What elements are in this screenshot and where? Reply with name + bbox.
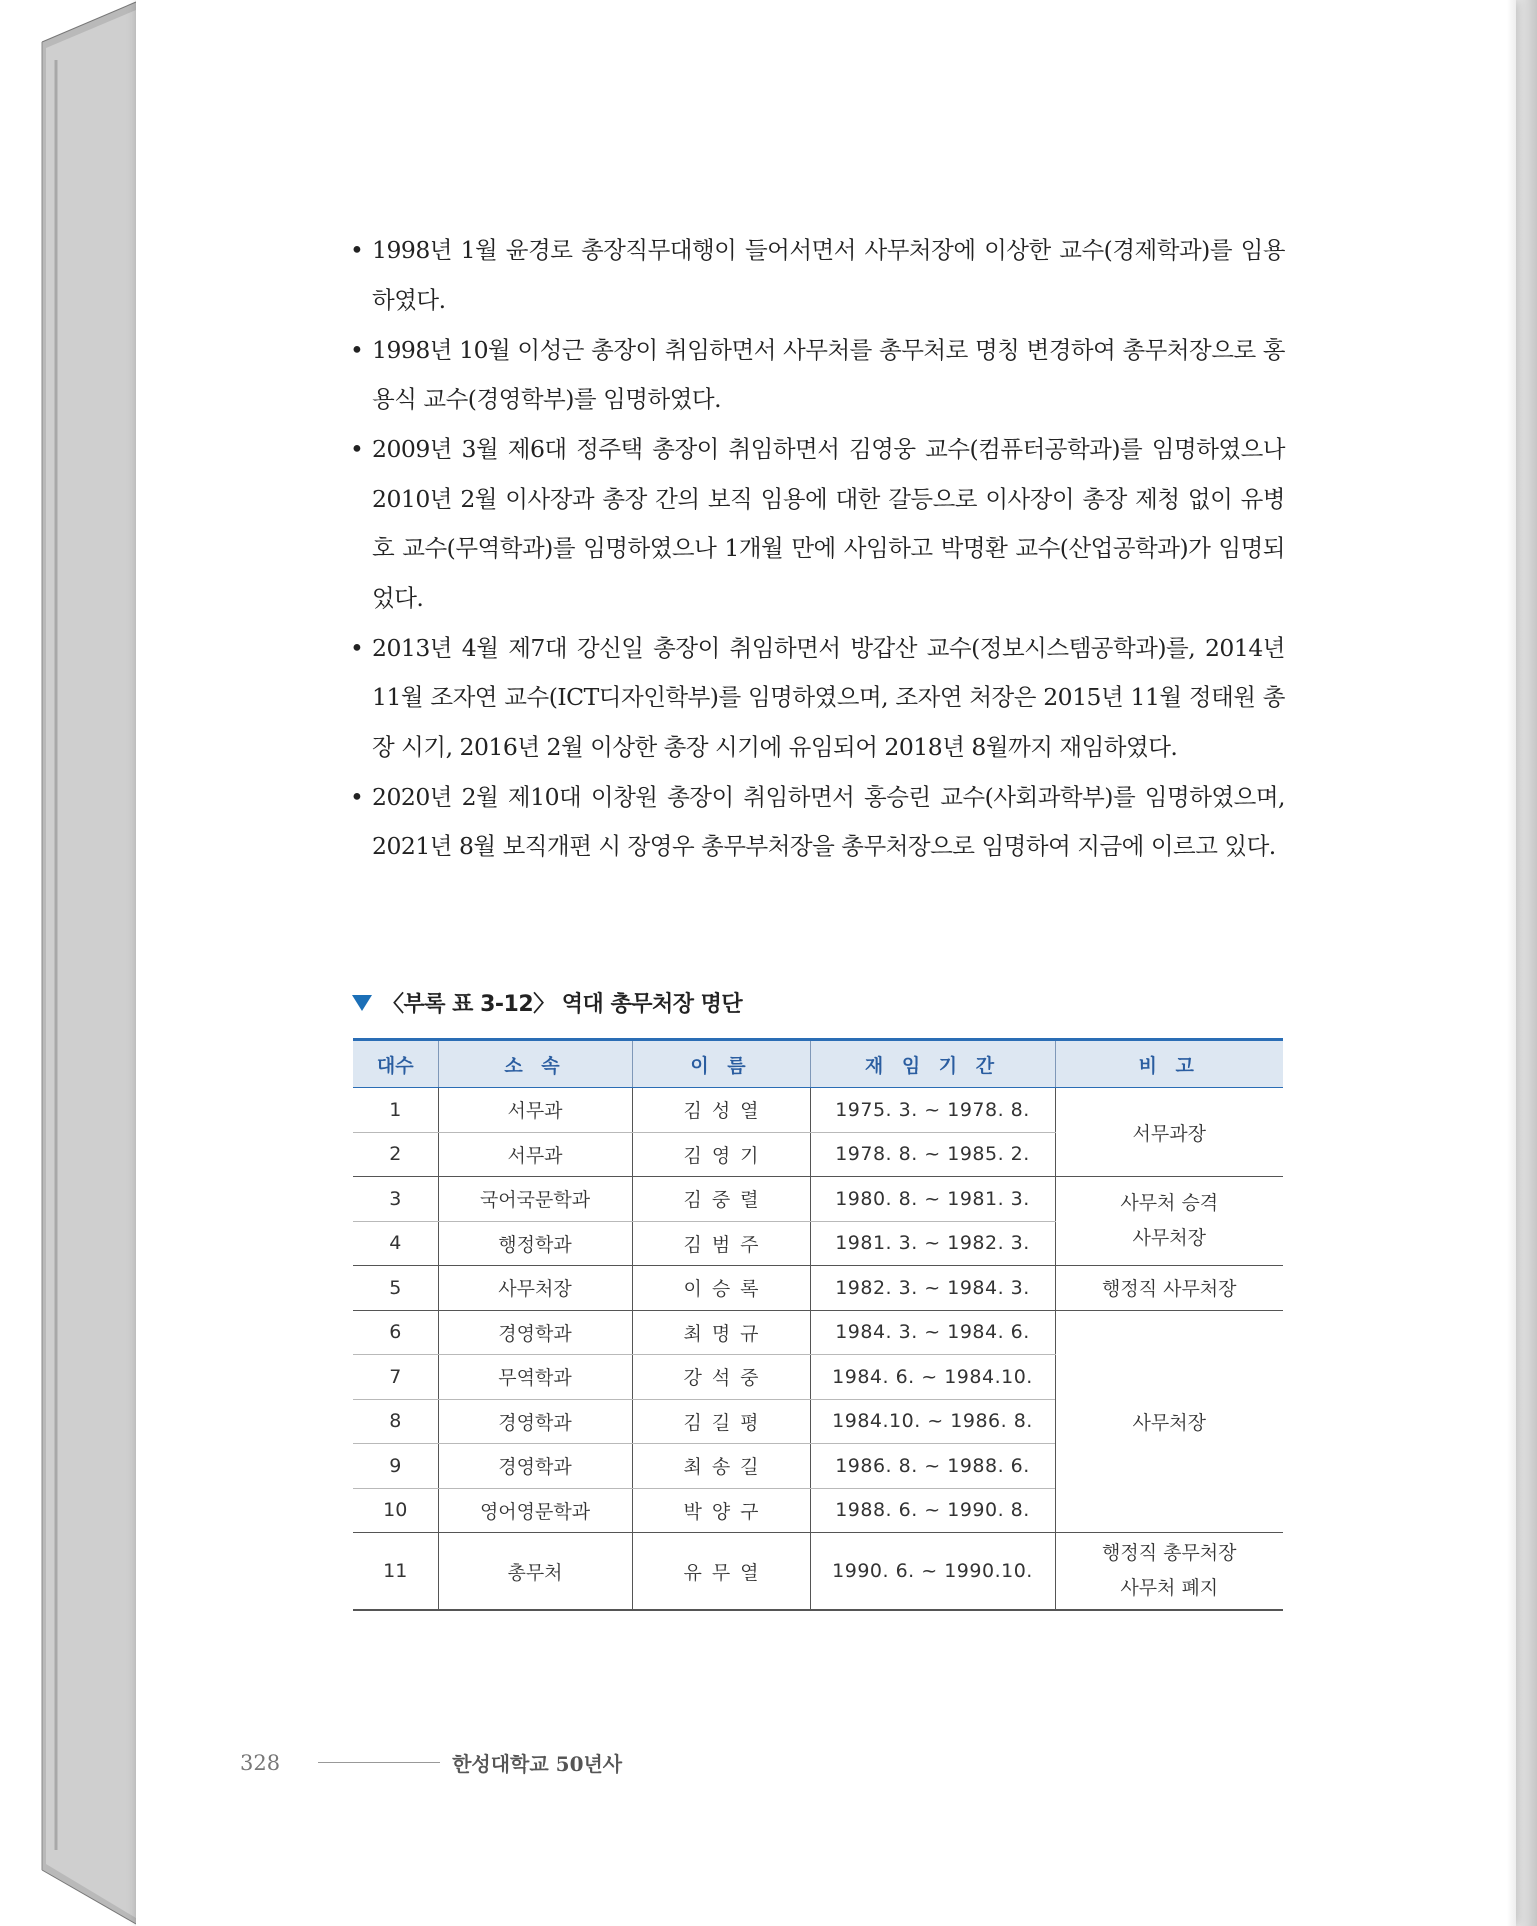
cell-dept: 총무처	[438, 1533, 632, 1611]
cell-name: 이승록	[632, 1266, 810, 1311]
header-name: 이 름	[632, 1040, 810, 1088]
cell-dept: 사무처장	[438, 1266, 632, 1311]
cell-period: 1990. 6. ~ 1990.10.	[810, 1533, 1055, 1611]
triangle-marker-icon	[352, 995, 372, 1011]
cell-note: 서무과장	[1055, 1088, 1283, 1177]
page-edge-shadow	[1507, 0, 1537, 1926]
cell-name: 최송길	[632, 1444, 810, 1489]
cell-dept: 영어영문학과	[438, 1488, 632, 1533]
cell-no: 11	[353, 1533, 438, 1611]
cell-name: 김성열	[632, 1088, 810, 1133]
cell-period: 1984.10. ~ 1986. 8.	[810, 1399, 1055, 1444]
cell-dept: 경영학과	[438, 1444, 632, 1489]
cell-dept: 경영학과	[438, 1399, 632, 1444]
table-caption-text: 〈부록 표 3-12〉 역대 총무처장 명단	[382, 992, 743, 1017]
footer-rule	[318, 1762, 440, 1763]
page-number: 328	[240, 1750, 281, 1775]
paragraph-3: • 2009년 3월 제6대 정주택 총장이 취임하면서 김영웅 교수(컴퓨터공학과)를 임명하였으나 2010년 2월 이사장과 총장 간의 보직 임용에 대한 갈등으로 이사장이 총장 제청 없이 유병호 교수(무역학과)를 임명하였으나 1개월 만에 사임하고 박명환 교수(산업공학과)가 임명되었다.	[350, 425, 1285, 623]
cell-dept: 서무과	[438, 1132, 632, 1177]
cell-period: 1984. 3. ~ 1984. 6.	[810, 1310, 1055, 1355]
cell-no: 10	[353, 1488, 438, 1533]
cell-note: 사무처장	[1055, 1310, 1283, 1533]
cell-name: 강석중	[632, 1355, 810, 1400]
header-no: 대수	[353, 1040, 438, 1088]
cell-dept: 경영학과	[438, 1310, 632, 1355]
cell-dept: 무역학과	[438, 1355, 632, 1400]
cell-note	[1055, 1177, 1283, 1266]
cell-note	[1055, 1533, 1283, 1611]
cell-no: 9	[353, 1444, 438, 1489]
header-note: 비 고	[1055, 1040, 1283, 1088]
cell-name: 김길평	[632, 1399, 810, 1444]
cell-name: 김중렬	[632, 1177, 810, 1222]
cell-no: 4	[353, 1221, 438, 1266]
table-row	[353, 1088, 1283, 1133]
cell-period: 1984. 6. ~ 1984.10.	[810, 1355, 1055, 1400]
cell-no: 6	[353, 1310, 438, 1355]
cell-period: 1986. 8. ~ 1988. 6.	[810, 1444, 1055, 1489]
header-dept: 소 속	[438, 1040, 632, 1088]
cell-period: 1988. 6. ~ 1990. 8.	[810, 1488, 1055, 1533]
page-footer	[240, 1748, 940, 1777]
header-period: 재 임 기 간	[810, 1040, 1055, 1088]
cell-name: 최명규	[632, 1310, 810, 1355]
cell-name: 박양구	[632, 1488, 810, 1533]
cell-dept: 국어국문학과	[438, 1177, 632, 1222]
roster-table	[353, 1038, 1283, 1611]
table-row	[353, 1177, 1283, 1222]
paragraph-4: • 2013년 4월 제7대 강신일 총장이 취임하면서 방갑산 교수(정보시스템공학과)를, 2014년 11월 조자연 교수(ICT디자인학부)를 임명하였으며, 조자연 처장은 2015년 11월 정태원 총장 시기, 2016년 2월 이상한 총장 시기에 유임되어 2018년 8월까지 재임하였다.	[350, 624, 1285, 773]
cell-dept: 서무과	[438, 1088, 632, 1133]
note-line: 사무처 폐지	[1120, 1577, 1219, 1599]
cell-period: 1975. 3. ~ 1978. 8.	[810, 1088, 1055, 1133]
table-row	[353, 1533, 1283, 1611]
cell-note: 행정직 사무처장	[1055, 1266, 1283, 1311]
cell-no: 3	[353, 1177, 438, 1222]
cell-period: 1982. 3. ~ 1984. 3.	[810, 1266, 1055, 1311]
bullet-list	[350, 226, 1285, 872]
table-caption	[352, 987, 742, 1018]
cell-period: 1980. 8. ~ 1981. 3.	[810, 1177, 1055, 1222]
cell-dept: 행정학과	[438, 1221, 632, 1266]
table-row	[353, 1266, 1283, 1311]
cell-period: 1981. 3. ~ 1982. 3.	[810, 1221, 1055, 1266]
paragraph-2: • 1998년 10월 이성근 총장이 취임하면서 사무처를 총무처로 명칭 변경하여 총무처장으로 홍용식 교수(경영학부)를 임명하였다.	[350, 326, 1285, 425]
cell-no: 7	[353, 1355, 438, 1400]
cell-name: 김영기	[632, 1132, 810, 1177]
paragraph-5: • 2020년 2월 제10대 이창원 총장이 취임하면서 홍승린 교수(사회과학부)를 임명하였으며, 2021년 8월 보직개편 시 장영우 총무부처장을 총무처장으로 임명하여 지금에 이르고 있다.	[350, 773, 1285, 872]
table-row	[353, 1310, 1283, 1355]
cell-name: 김범주	[632, 1221, 810, 1266]
note-line: 사무처장	[1132, 1227, 1206, 1249]
cell-no: 5	[353, 1266, 438, 1311]
book-title: 한성대학교 50년사	[452, 1752, 623, 1776]
cell-period: 1978. 8. ~ 1985. 2.	[810, 1132, 1055, 1177]
paragraph-1: • 1998년 1월 윤경로 총장직무대행이 들어서면서 사무처장에 이상한 교수(경제학과)를 임용하였다.	[350, 226, 1285, 325]
cell-no: 1	[353, 1088, 438, 1133]
note-line: 사무처 승격	[1120, 1192, 1219, 1214]
note-line: 행정직 총무처장	[1101, 1542, 1237, 1564]
cell-no: 8	[353, 1399, 438, 1444]
cell-no: 2	[353, 1132, 438, 1177]
table-header-row	[353, 1040, 1283, 1088]
cell-name: 유무열	[632, 1533, 810, 1611]
